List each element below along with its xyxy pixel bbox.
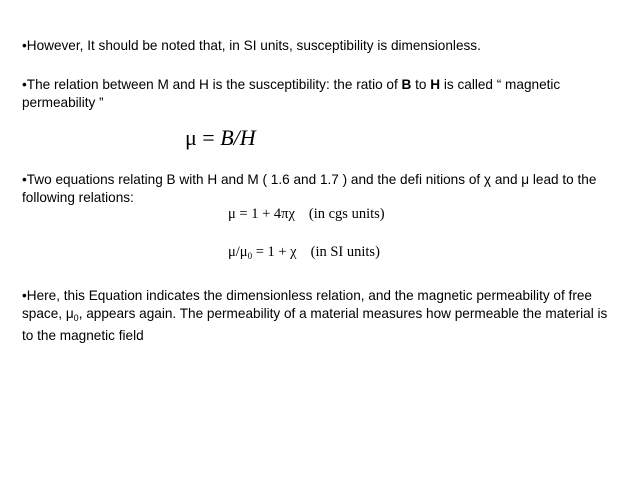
equation-main-eq: = bbox=[196, 125, 221, 150]
equation-main-rhs: B/H bbox=[220, 125, 256, 150]
equation-cgs bbox=[228, 206, 385, 223]
bullet-free-space-pre: •Here, this Equation indicates the dimensionless relation, and the magnetic permeability of free space, μ bbox=[22, 288, 592, 321]
bullet-permeability-post: is called “ magnetic permeability ” bbox=[22, 77, 561, 110]
equation-mu-b-over-h bbox=[185, 125, 256, 151]
bullet-free-space-permeability bbox=[22, 287, 622, 345]
bullet-permeability-h: H bbox=[430, 77, 441, 92]
bullet-free-space-post: , appears again. The permeability of a material measures how permeable the material is to the magnetic field bbox=[22, 306, 608, 343]
bullet-permeability-definition bbox=[22, 76, 622, 112]
equation-si-expr-pre: μ/μ bbox=[228, 244, 248, 260]
bullet-susceptibility-si-text: •However, It should be noted that, in SI units, susceptibility is dimensionless. bbox=[22, 38, 481, 53]
equation-si-note: (in SI units) bbox=[310, 244, 380, 260]
equation-si-expr-post: = 1 + χ bbox=[252, 244, 297, 260]
equation-si bbox=[228, 244, 380, 261]
bullet-relations bbox=[22, 171, 622, 207]
equation-si-expr-sub: 0 bbox=[247, 251, 253, 261]
bullet-permeability-mid: to bbox=[411, 77, 431, 92]
bullet-free-space-sub: 0 bbox=[73, 313, 79, 323]
equation-cgs-expr: μ = 1 + 4πχ bbox=[228, 206, 295, 222]
equation-cgs-note: (in cgs units) bbox=[308, 206, 385, 222]
bullet-relations-text: •Two equations relating B with H and M ( 1.6 and 1.7 ) and the defi nitions of χ and μ lead to the following relations: bbox=[22, 172, 597, 205]
equation-main-lhs: μ bbox=[185, 125, 197, 150]
bullet-permeability-b: B bbox=[401, 77, 412, 92]
bullet-susceptibility-si bbox=[22, 37, 622, 55]
bullet-permeability-pre: •The relation between M and H is the susceptibility: the ratio of bbox=[22, 77, 402, 92]
